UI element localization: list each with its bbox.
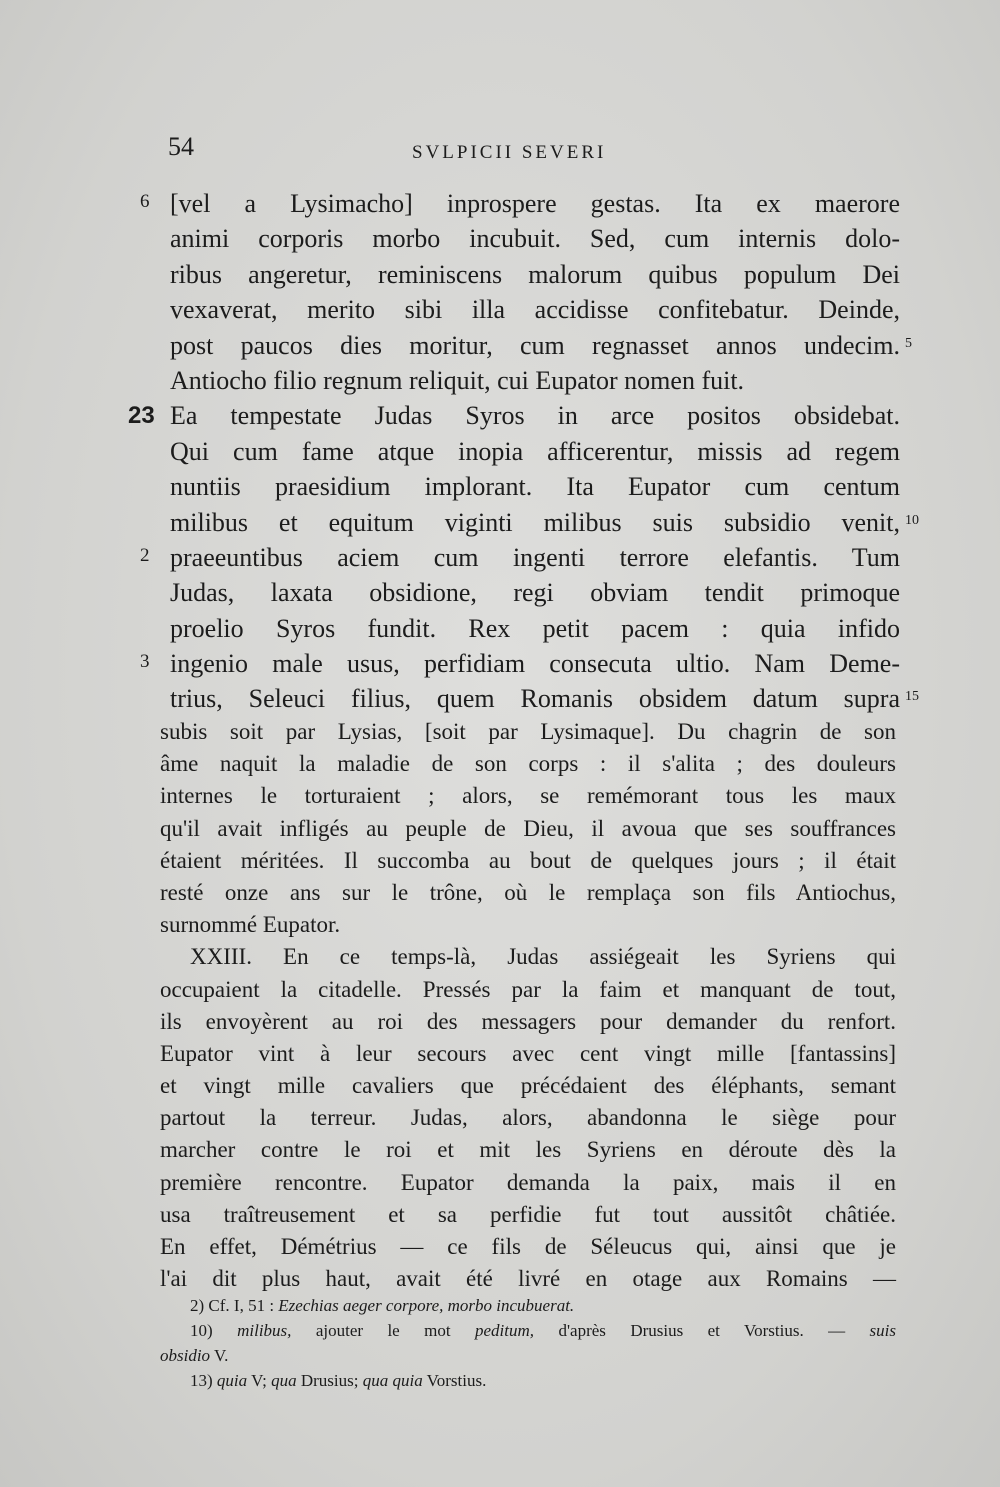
french-line-text: première rencontre. Eupator demanda la paix, mais il en xyxy=(160,1169,896,1195)
page-header xyxy=(0,128,1000,168)
footnote-roman: d'après Drusius et Vorstius. — xyxy=(534,1321,870,1340)
latin-line-text: praeeuntibus aciem cum ingenti terrore elefantis. Tum xyxy=(170,542,900,572)
latin-line-text: animi corporis morbo incubuit. Sed, cum internis dolo- xyxy=(170,224,900,254)
latin-line xyxy=(128,363,928,398)
footnote-line xyxy=(160,1344,900,1369)
french-line-text: XXIII. En ce temps-là, Judas assiégeait les Syriens qui xyxy=(190,944,896,970)
latin-line xyxy=(128,257,928,292)
verse-number: 2 xyxy=(140,544,150,566)
footnote-roman: V. xyxy=(210,1346,229,1365)
latin-line-text: Antiocho filio regnum reliquit, cui Eupator nomen fuit. xyxy=(170,365,745,395)
french-line-text: En effet, Démétrius — ce fils de Séleucus qui, ainsi que je xyxy=(160,1234,896,1259)
latin-line-text: Judas, laxata obsidione, regi obviam tendit primoque xyxy=(170,578,900,608)
french-translation xyxy=(160,716,900,1295)
french-line xyxy=(160,716,900,748)
french-line xyxy=(160,780,900,812)
footnote-roman: Vorstius. xyxy=(422,1371,487,1390)
latin-line xyxy=(128,434,928,469)
latin-line xyxy=(128,505,928,540)
french-line xyxy=(160,1102,900,1134)
footnote-italic: qua xyxy=(271,1371,297,1390)
page-number: 54 xyxy=(168,132,194,161)
french-line xyxy=(160,877,900,909)
latin-line-text: post paucos dies moritur, cum regnasset annos undecim. xyxy=(170,330,900,360)
french-line-text: étaient méritées. Il succomba au bout de quelques jours ; il était xyxy=(160,847,896,873)
footnotes xyxy=(160,1294,900,1394)
french-line xyxy=(160,1167,900,1199)
french-line-text: et vingt mille cavaliers que précédaient des éléphants, semant xyxy=(160,1073,896,1099)
footnote-italic: Ezechias aeger corpore, morbo incubuerat. xyxy=(278,1296,575,1315)
french-line xyxy=(160,845,900,877)
latin-line-text: ribus angeretur, reminiscens malorum quibus populum Dei xyxy=(170,259,900,289)
french-line-text: usa traîtreusement et sa perfidie fut tout aussitôt châtiée. xyxy=(160,1201,896,1227)
french-line xyxy=(160,1263,900,1295)
french-line-text: surnommé Eupator. xyxy=(160,912,341,938)
latin-line-text: proelio Syros fundit. Rex petit pacem : quia infido xyxy=(170,613,900,643)
verse-number: 6 xyxy=(140,191,150,212)
french-line-text: qu'il avait infligés au peuple de Dieu, il avoua que ses souffrances xyxy=(160,815,896,841)
french-line xyxy=(160,941,900,973)
latin-line xyxy=(128,398,928,433)
french-line-text: internes le torturaient ; alors, se remémorant tous les maux xyxy=(160,783,896,809)
french-line xyxy=(160,1070,900,1102)
french-line-text: âme naquit la maladie de son corps : il s'alita ; des douleurs xyxy=(160,751,896,777)
french-line xyxy=(160,909,900,941)
footnote-roman: 13) xyxy=(190,1371,217,1390)
footnote-text xyxy=(160,1344,896,1368)
french-line-text: subis soit par Lysias, [soit par Lysimaque]. Du chagrin de son xyxy=(160,719,896,744)
latin-line xyxy=(128,221,928,256)
french-line xyxy=(160,1134,900,1166)
footnote-line xyxy=(160,1294,900,1319)
latin-line xyxy=(128,186,928,221)
french-line-text: ils envoyèrent au roi des messagers pour demander du renfort. xyxy=(160,1008,896,1034)
french-line xyxy=(160,1006,900,1038)
running-head: SVLPICII SEVERI xyxy=(412,142,607,163)
latin-text xyxy=(128,186,928,717)
footnote-italic: milibus, xyxy=(237,1321,292,1340)
verse-number: 3 xyxy=(140,651,150,673)
footnote-text xyxy=(190,1294,896,1318)
footnote-italic: quia xyxy=(216,1371,248,1390)
latin-line-text: Ea tempestate Judas Syros in arce positos obsidebat. xyxy=(170,401,900,431)
latin-line xyxy=(128,646,928,681)
french-line-text: l'ai dit plus haut, avait été livré en otage aux Romains — xyxy=(160,1266,896,1292)
french-line xyxy=(160,748,900,780)
french-line-text: partout la terreur. Judas, alors, abandonna le siège pour xyxy=(160,1105,896,1131)
footnote-italic: suis xyxy=(869,1321,896,1340)
footnote-roman: Drusius; xyxy=(296,1371,363,1390)
latin-line xyxy=(128,540,928,575)
latin-line xyxy=(128,292,928,327)
french-line-text: occupaient la citadelle. Pressés par la faim et manquant de tout, xyxy=(160,976,896,1002)
line-number: 15 xyxy=(905,689,919,705)
latin-line xyxy=(128,681,928,716)
french-line xyxy=(160,1038,900,1070)
latin-line xyxy=(128,575,928,610)
footnote-line xyxy=(160,1319,900,1344)
footnote-text xyxy=(190,1319,896,1343)
french-line xyxy=(160,1231,900,1263)
french-line xyxy=(160,813,900,845)
latin-line-text: Qui cum fame atque inopia afficerentur, missis ad regem xyxy=(170,436,900,466)
latin-line-text: nuntiis praesidium implorant. Ita Eupator cum centum xyxy=(170,472,900,502)
french-line xyxy=(160,1199,900,1231)
latin-line xyxy=(128,469,928,504)
footnote-italic: peditum, xyxy=(475,1321,535,1340)
latin-line-text: ingenio male usus, perfidiam consecuta ultio. Nam Deme- xyxy=(170,649,900,679)
latin-line-text: trius, Seleuci filius, quem Romanis obsidem datum supra xyxy=(170,684,900,714)
latin-line-text: [vel a Lysimacho] inprospere gestas. Ita ex maerore xyxy=(170,189,900,218)
section-number: 23 xyxy=(128,402,155,430)
line-number: 5 xyxy=(905,335,912,351)
footnote-italic: obsidio xyxy=(160,1346,211,1365)
french-line-text: Eupator vint à leur secours avec cent vingt mille [fantassins] xyxy=(160,1040,896,1066)
french-line xyxy=(160,974,900,1006)
french-line-text: resté onze ans sur le trône, où le remplaça son fils Antiochus, xyxy=(160,879,896,905)
line-number: 10 xyxy=(905,512,919,528)
footnote-roman: ajouter le mot xyxy=(291,1321,476,1340)
footnote-text xyxy=(190,1369,896,1393)
latin-line-text: vexaverat, merito sibi illa accidisse confitebatur. Deinde, xyxy=(170,295,900,325)
footnote-line xyxy=(160,1369,900,1394)
footnote-roman: V; xyxy=(247,1371,272,1390)
latin-line xyxy=(128,328,928,363)
footnote-roman: 10) xyxy=(190,1321,238,1340)
footnote-italic: qua quia xyxy=(362,1371,423,1390)
latin-line xyxy=(128,611,928,646)
french-line-text: marcher contre le roi et mit les Syriens en déroute dès la xyxy=(160,1137,896,1163)
latin-line-text: milibus et equitum viginti milibus suis subsidio venit, xyxy=(170,507,900,537)
footnote-roman: 2) Cf. I, 51 : xyxy=(190,1296,279,1315)
